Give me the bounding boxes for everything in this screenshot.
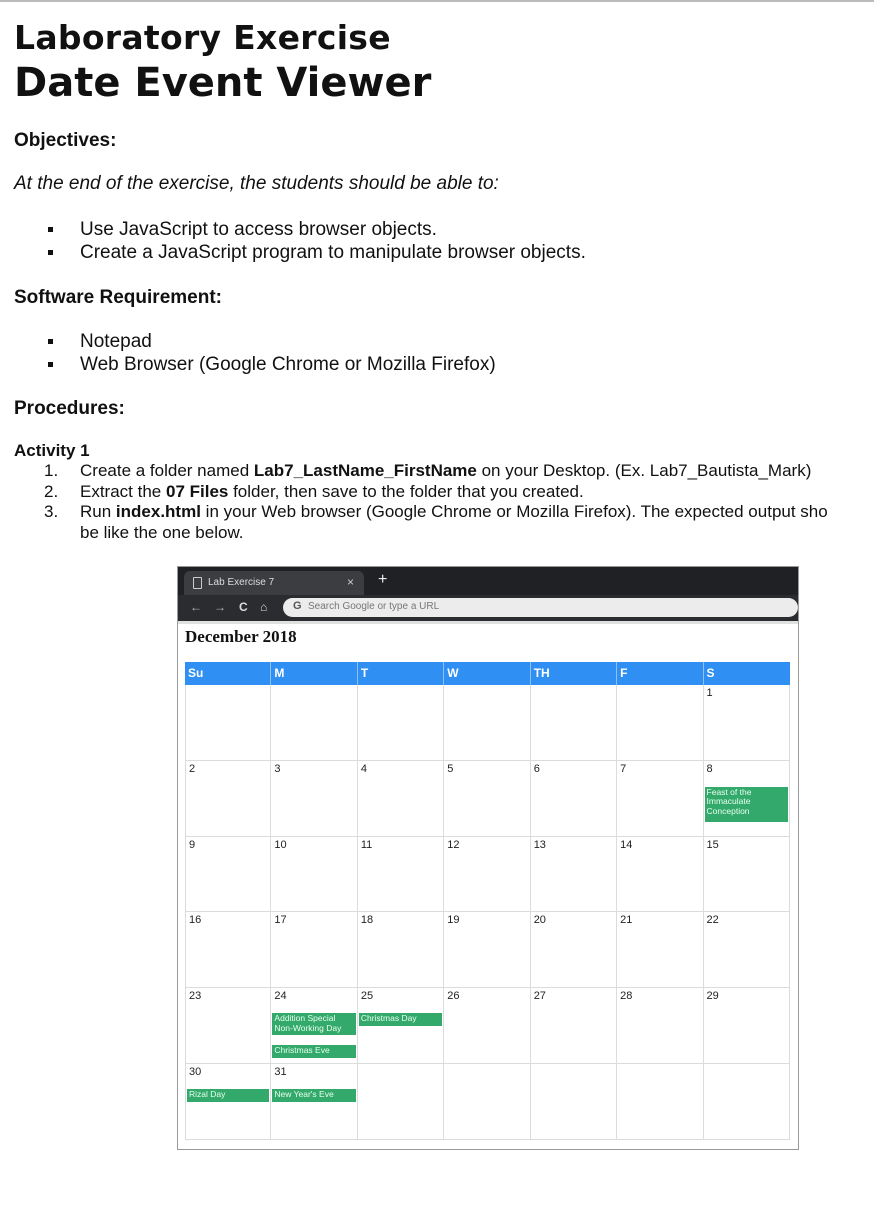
day-cell[interactable] xyxy=(704,837,790,913)
calendar-week xyxy=(185,1064,790,1140)
browser-tab[interactable] xyxy=(184,571,364,595)
day-cell[interactable] xyxy=(185,685,271,761)
day-number: 10 xyxy=(274,838,287,851)
day-cell[interactable] xyxy=(444,685,530,761)
day-number: 31 xyxy=(274,1065,287,1078)
doc-title: Date Event Viewer xyxy=(14,60,432,106)
day-cell[interactable] xyxy=(271,988,357,1064)
day-cell[interactable] xyxy=(358,1064,444,1140)
weekday-label: W xyxy=(444,662,530,685)
day-cell[interactable] xyxy=(271,1064,357,1140)
step-text: be like the one below. xyxy=(80,522,244,542)
day-cell[interactable] xyxy=(358,837,444,913)
day-number: 6 xyxy=(533,762,540,775)
new-tab-button[interactable]: + xyxy=(378,571,388,588)
day-cell[interactable] xyxy=(704,912,790,988)
home-icon[interactable]: ⌂ xyxy=(260,600,268,614)
day-cell[interactable] xyxy=(271,685,357,761)
day-number: 23 xyxy=(189,990,202,1003)
day-number: 21 xyxy=(620,914,633,927)
day-cell[interactable] xyxy=(358,761,444,837)
google-icon: G xyxy=(293,600,302,612)
calendar-week xyxy=(185,988,790,1064)
event-feast-immaculate-conception[interactable]: Feast of the Immaculate Conception xyxy=(705,787,788,822)
event-christmas-day[interactable]: Christmas Day xyxy=(359,1013,442,1026)
forward-icon[interactable]: → xyxy=(214,600,226,614)
step-number: 3. xyxy=(44,502,59,521)
day-cell[interactable] xyxy=(185,837,271,913)
day-cell[interactable] xyxy=(444,1064,530,1140)
day-cell[interactable] xyxy=(444,912,530,988)
day-number: 29 xyxy=(706,990,719,1003)
divider xyxy=(178,621,798,624)
step-text: Extract the xyxy=(80,481,166,501)
day-cell[interactable] xyxy=(704,988,790,1064)
day-number: 17 xyxy=(274,914,287,927)
doc-subtitle: Laboratory Exercise xyxy=(14,18,391,57)
day-cell[interactable] xyxy=(617,685,703,761)
calendar-week xyxy=(185,685,790,761)
day-number: 7 xyxy=(620,762,627,775)
step-text: Run xyxy=(80,502,116,521)
day-number: 16 xyxy=(189,914,202,927)
day-cell[interactable] xyxy=(444,837,530,913)
day-number: 12 xyxy=(447,838,460,851)
weekday-label: T xyxy=(358,662,444,685)
day-cell[interactable] xyxy=(531,837,617,913)
procedures-heading: Procedures: xyxy=(14,398,125,419)
step-text: Create a folder named xyxy=(80,461,254,480)
day-cell[interactable] xyxy=(185,761,271,837)
objectives-list xyxy=(48,218,586,264)
software-list xyxy=(48,330,496,376)
day-number: 13 xyxy=(533,838,546,851)
event-christmas-eve[interactable]: Christmas Eve xyxy=(272,1045,355,1058)
day-cell[interactable] xyxy=(704,685,790,761)
event-special-non-working-day[interactable]: Addition Special Non-Working Day xyxy=(272,1013,355,1035)
day-cell[interactable] xyxy=(358,912,444,988)
day-number: 5 xyxy=(447,762,454,775)
day-number: 3 xyxy=(274,762,281,775)
day-cell[interactable] xyxy=(704,1064,790,1140)
day-cell[interactable] xyxy=(531,1064,617,1140)
day-cell[interactable] xyxy=(271,912,357,988)
browser-screenshot xyxy=(177,566,799,1150)
day-cell[interactable] xyxy=(617,761,703,837)
procedure-steps xyxy=(44,461,874,543)
day-number: 4 xyxy=(360,762,367,775)
close-icon[interactable]: × xyxy=(346,575,354,589)
list-item: Web Browser (Google Chrome or Mozilla Firefox) xyxy=(48,353,496,376)
day-cell[interactable] xyxy=(531,761,617,837)
day-cell[interactable] xyxy=(358,685,444,761)
day-number: 18 xyxy=(360,914,374,927)
day-number: 15 xyxy=(706,838,719,851)
day-cell[interactable] xyxy=(531,685,617,761)
day-number: 27 xyxy=(533,990,546,1003)
day-number: 1 xyxy=(706,687,713,699)
day-number: 25 xyxy=(360,990,374,1003)
day-cell[interactable] xyxy=(271,837,357,913)
list-item xyxy=(44,461,874,482)
day-number: 22 xyxy=(706,914,719,927)
list-item: Use JavaScript to access browser objects. xyxy=(48,218,586,241)
event-rizal-day[interactable]: Rizal Day xyxy=(187,1089,269,1102)
top-rule xyxy=(0,0,874,2)
day-cell[interactable] xyxy=(444,988,530,1064)
step-text: folder, then save to the folder that you created. xyxy=(228,481,584,501)
weekday-label: F xyxy=(617,662,703,685)
day-cell[interactable] xyxy=(271,761,357,837)
day-number: 11 xyxy=(360,838,373,851)
page-icon xyxy=(193,577,202,589)
day-cell[interactable] xyxy=(531,988,617,1064)
step-number: 2. xyxy=(44,481,59,501)
day-cell[interactable] xyxy=(617,988,703,1064)
day-number: 2 xyxy=(189,762,196,775)
step-number: 1. xyxy=(44,461,59,480)
objectives-intro: At the end of the exercise, the students should be able to: xyxy=(14,173,499,194)
software-heading: Software Requirement: xyxy=(14,287,222,308)
day-number: 14 xyxy=(620,838,633,851)
calendar-week xyxy=(185,761,790,837)
day-number: 19 xyxy=(447,914,460,927)
day-cell[interactable] xyxy=(185,912,271,988)
address-bar[interactable] xyxy=(283,598,798,617)
day-cell[interactable] xyxy=(358,988,444,1064)
activity-heading: Activity 1 xyxy=(14,441,90,460)
day-number: 8 xyxy=(706,762,713,775)
day-number: 28 xyxy=(620,990,633,1003)
reload-icon[interactable]: C xyxy=(239,600,248,614)
tab-title: Lab Exercise 7 xyxy=(208,577,275,588)
day-cell[interactable] xyxy=(185,988,271,1064)
day-cell[interactable] xyxy=(617,837,703,913)
day-cell[interactable] xyxy=(185,1064,271,1140)
weekday-label: Su xyxy=(185,662,271,685)
day-number: 24 xyxy=(274,990,287,1003)
list-item xyxy=(44,482,874,503)
calendar-grid xyxy=(185,662,790,1140)
day-number: 20 xyxy=(533,914,546,927)
day-cell[interactable] xyxy=(704,761,790,837)
event-new-years-eve[interactable]: New Year's Eve xyxy=(272,1089,355,1102)
step-bold: index.html xyxy=(115,502,201,521)
list-item: Notepad xyxy=(48,330,496,353)
back-icon[interactable]: ← xyxy=(190,600,202,614)
weekday-label: TH xyxy=(531,662,617,685)
address-placeholder: Search Google or type a URL xyxy=(308,601,440,612)
day-cell[interactable] xyxy=(617,912,703,988)
calendar-week xyxy=(185,837,790,913)
calendar-week xyxy=(185,912,790,988)
objectives-heading: Objectives: xyxy=(14,130,117,151)
day-number: 9 xyxy=(189,838,196,851)
day-number: 26 xyxy=(447,990,460,1003)
step-text: on your Desktop. (Ex. Lab7_Bautista_Mark) xyxy=(476,461,812,480)
day-cell[interactable] xyxy=(444,761,530,837)
weekday-label: M xyxy=(271,662,357,685)
step-bold: 07 Files xyxy=(165,481,229,501)
list-item xyxy=(44,502,874,543)
day-cell[interactable] xyxy=(617,1064,703,1140)
weekday-header xyxy=(185,662,790,685)
calendar-title: December 2018 xyxy=(185,627,297,646)
step-bold: Lab7_LastName_FirstName xyxy=(253,461,477,480)
list-item: Create a JavaScript program to manipulate browser objects. xyxy=(48,241,586,264)
step-text: in your Web browser (Google Chrome or Mozilla Firefox). The expected output sho xyxy=(200,502,828,521)
day-number: 30 xyxy=(189,1065,202,1078)
weekday-label: S xyxy=(706,666,715,680)
day-cell[interactable] xyxy=(531,912,617,988)
browser-toolbar xyxy=(178,595,798,621)
browser-titlebar xyxy=(178,567,798,595)
